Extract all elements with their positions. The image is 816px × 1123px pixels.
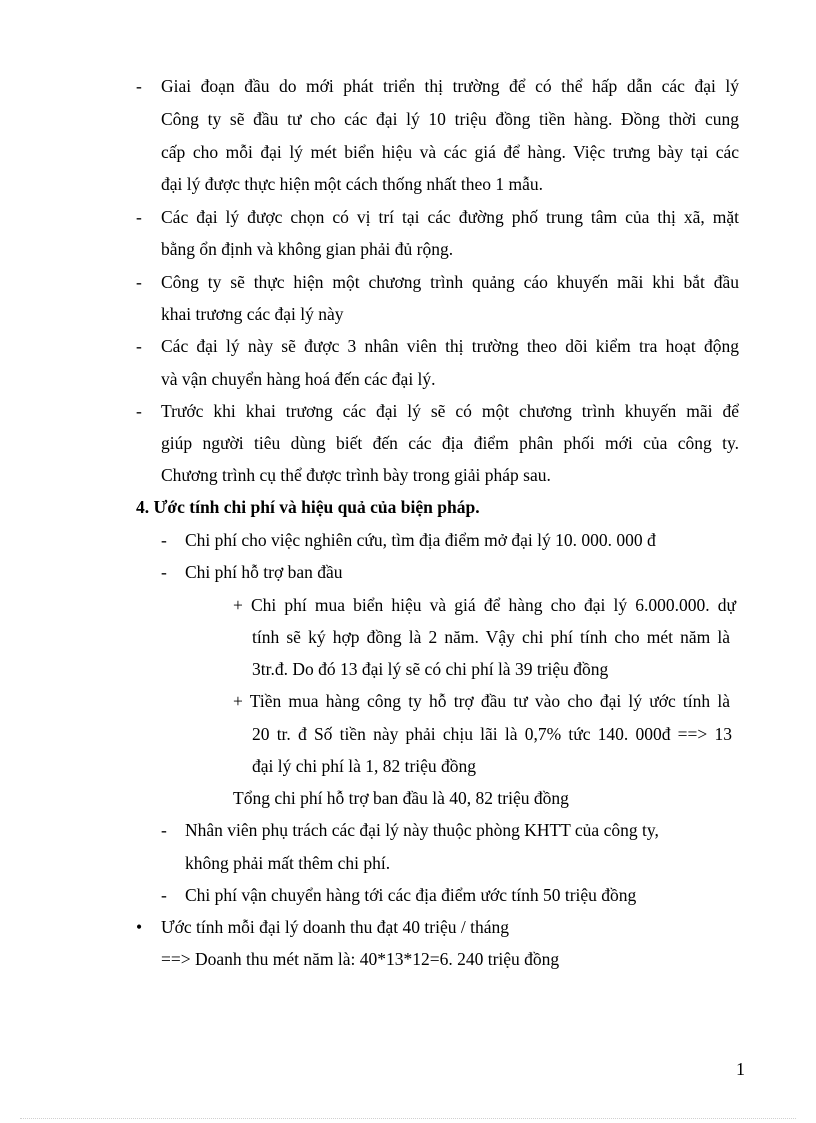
dash-marker: - bbox=[136, 401, 142, 421]
sub-signage-line-2: tính sẽ ký hợp đồng là 2 năm. Vậy chi phí tính cho mét năm là bbox=[252, 627, 730, 647]
bullet-4-line-1: Các đại lý này sẽ được 3 nhân viên thị trường theo dõi kiểm tra hoạt động bbox=[161, 336, 739, 356]
footer-divider bbox=[20, 1118, 796, 1119]
dash-marker: - bbox=[136, 76, 142, 96]
bullet-2-line-1: Các đại lý được chọn có vị trí tại các đường phố trung tâm của thị xã, mặt bbox=[161, 207, 739, 227]
bullet-1-line-1: Giai đoạn đầu do mới phát triển thị trường để có thể hấp dẫn các đại lý bbox=[161, 76, 739, 96]
dash-marker: - bbox=[136, 207, 142, 227]
bullet-1-line-4: đại lý được thực hiện một cách thống nhất theo 1 mẫu. bbox=[161, 174, 544, 194]
dash-marker: - bbox=[136, 272, 142, 292]
sub-goods-line-2: 20 tr. đ Số tiền này phải chịu lãi là 0,7% tức 140. 000đ ==> 13 bbox=[252, 724, 732, 744]
dash-marker: - bbox=[161, 530, 167, 550]
total-initial-support: Tổng chi phí hỗ trợ ban đầu là 40, 82 triệu đồng bbox=[233, 788, 569, 808]
cost-research: Chi phí cho việc nghiên cứu, tìm địa điểm mở đại lý 10. 000. 000 đ bbox=[185, 530, 656, 550]
bullet-5-line-1: Trước khi khai trương các đại lý sẽ có một chương trình khuyến mãi để bbox=[161, 401, 739, 421]
dash-marker: - bbox=[161, 820, 167, 840]
revenue-estimate: Ước tính mỗi đại lý doanh thu đạt 40 triệu / tháng bbox=[161, 917, 509, 937]
bullet-5-line-3: Chương trình cụ thể được trình bày trong giải pháp sau. bbox=[161, 465, 551, 485]
bullet-1-line-3: cấp cho mỗi đại lý mét biển hiệu và các giá để hàng. Việc trưng bày tại các bbox=[161, 142, 739, 162]
cost-transport: Chi phí vận chuyển hàng tới các địa điểm ước tính 50 triệu đồng bbox=[185, 885, 637, 905]
cost-staff-line-2: không phải mất thêm chi phí. bbox=[185, 853, 391, 873]
bullet-dot: • bbox=[136, 917, 143, 937]
dash-marker: - bbox=[161, 562, 167, 582]
sub-goods-line-1: + Tiền mua hàng công ty hỗ trợ đầu tư vào cho đại lý ước tính là bbox=[233, 691, 730, 711]
dash-marker: - bbox=[136, 336, 142, 356]
section-heading: 4. Ước tính chi phí và hiệu quả của biện pháp. bbox=[136, 497, 480, 517]
cost-initial-support: Chi phí hỗ trợ ban đầu bbox=[185, 562, 343, 582]
page-number: 1 bbox=[736, 1059, 745, 1079]
sub-signage-line-3: 3tr.đ. Do đó 13 đại lý sẽ có chi phí là 39 triệu đồng bbox=[252, 659, 609, 679]
bullet-3-line-1: Công ty sẽ thực hiện một chương trình quảng cáo khuyến mãi khi bắt đầu bbox=[161, 272, 739, 292]
bullet-4-line-2: và vận chuyển hàng hoá đến các đại lý. bbox=[161, 369, 436, 389]
bullet-3-line-2: khai trương các đại lý này bbox=[161, 304, 344, 324]
revenue-annual: ==> Doanh thu mét năm là: 40*13*12=6. 240 triệu đồng bbox=[161, 949, 560, 969]
sub-signage-line-1: + Chi phí mua biển hiệu và giá để hàng cho đại lý 6.000.000. dự bbox=[233, 595, 736, 615]
bullet-1-line-2: Công ty sẽ đầu tư cho các đại lý 10 triệu đồng tiền hàng. Đồng thời cung bbox=[161, 109, 739, 129]
bullet-2-line-2: bằng ổn định và không gian phải đủ rộng. bbox=[161, 239, 454, 259]
sub-goods-line-3: đại lý chi phí là 1, 82 triệu đồng bbox=[252, 756, 477, 776]
bullet-5-line-2: giúp người tiêu dùng biết đến các địa điểm phân phối mới của công ty. bbox=[161, 433, 739, 453]
cost-staff-line-1: Nhân viên phụ trách các đại lý này thuộc phòng KHTT của công ty, bbox=[185, 820, 659, 840]
dash-marker: - bbox=[161, 885, 167, 905]
